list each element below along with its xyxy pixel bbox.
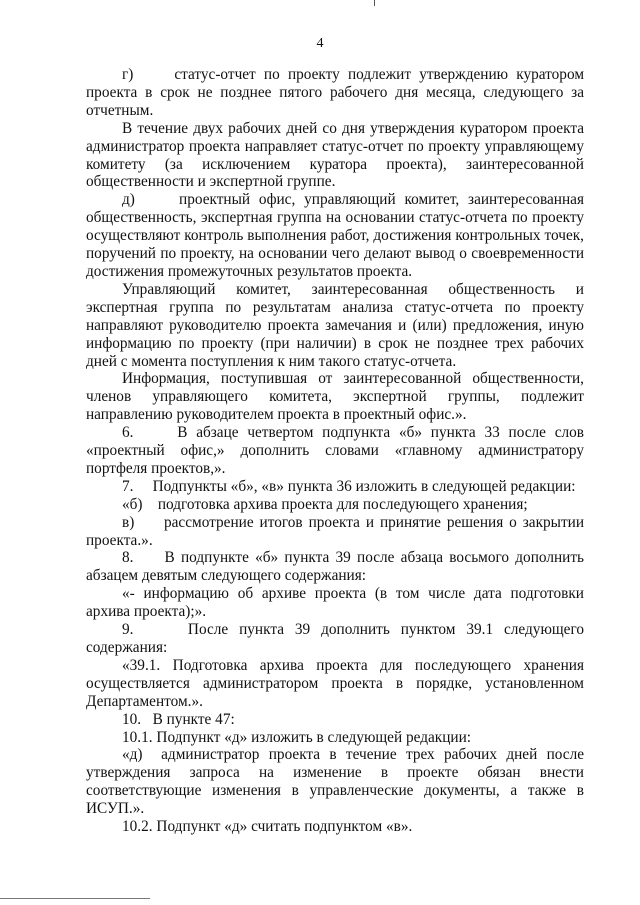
- scan-mark: [374, 0, 375, 6]
- paragraph-item-10: 10. В пункте 47:: [122, 710, 235, 728]
- paragraph-item-10-2: 10.2. Подпункт «д» считать подпунктом «в».: [122, 818, 413, 836]
- paragraph-item-39-1: «39.1. Подготовка архива проекта для последующего хранения осуществляется администратором проекта в порядке, установленном Департаментом.».: [86, 656, 584, 710]
- paragraph-approval-term: В течение двух рабочих дней со дня утверждения куратором проекта администратор проекта направляет статус-отчет по проекту управляющему комитету (за исключением куратора проекта), заинтересованной общественности и экспертной группе.: [86, 119, 584, 191]
- paragraph-item-8-text: «- информацию об архиве проекта (в том числе дата подготовки архива проекта);».: [86, 585, 584, 621]
- paragraph-item-7-b: «б) подготовка архива проекта для последующего хранения;: [122, 495, 528, 513]
- document-body: [86, 66, 584, 836]
- paragraph-d: д) проектный офис, управляющий комитет, заинтересованная общественность, экспертная группа на основании статус-отчета по проекту осуществляют контроль выполнения работ, достижения контрольных точек, поручений по проекту, на основании чего делают вывод о своевременности достижения промежуточных результатов проекта.: [86, 191, 584, 280]
- paragraph-g: г) статус-отчет по проекту подлежит утверждению куратором проекта в срок не позднее пятого рабочего дня месяца, следующего за отчетным.: [86, 66, 584, 119]
- paragraph-item-8: 8. В подпункте «б» пункта 39 после абзаца восьмого дополнить абзацем девятым следующего содержания:: [86, 549, 584, 585]
- footnote-divider: [0, 898, 150, 899]
- page-number: 4: [316, 36, 324, 51]
- paragraph-item-9: 9. После пункта 39 дополнить пунктом 39.1 следующего содержания:: [86, 621, 584, 656]
- paragraph-item-6: 6. В абзаце четвертом подпункта «б» пункта 33 после слов «проектный офис,» дополнить словами «главному администратору портфеля проектов,».: [86, 424, 584, 477]
- paragraph-information: Информация, поступившая от заинтересованной общественности, членов управляющего комитета, экспертной группы, подлежит направлению руководителем проекта в проектный офис.».: [86, 370, 584, 424]
- paragraph-item-10-1: 10.1. Подпункт «д» изложить в следующей редакции:: [122, 728, 472, 746]
- paragraph-item-10-1-d: «д) администратор проекта в течение трех рабочих дней после утверждения запроса на изменение в проекте обязан внести соответствующие изменения в управленческие документы, а также в ИСУП.».: [86, 746, 584, 818]
- paragraph-item-7: 7. Подпункты «б», «в» пункта 36 изложить в следующей редакции:: [122, 477, 576, 495]
- paragraph-committee-remarks: Управляющий комитет, заинтересованная общественность и экспертная группа по результатам анализа статус-отчета по проекту направляют руководителю проекта замечания и (или) предложения, иную информацию по проекту (при наличии) в срок не позднее трех рабочих дней с момента поступления к ним такого статус-отчета.: [86, 280, 584, 370]
- paragraph-item-7-v: в) рассмотрение итогов проекта и принятие решения о закрытии проекта.».: [86, 513, 584, 549]
